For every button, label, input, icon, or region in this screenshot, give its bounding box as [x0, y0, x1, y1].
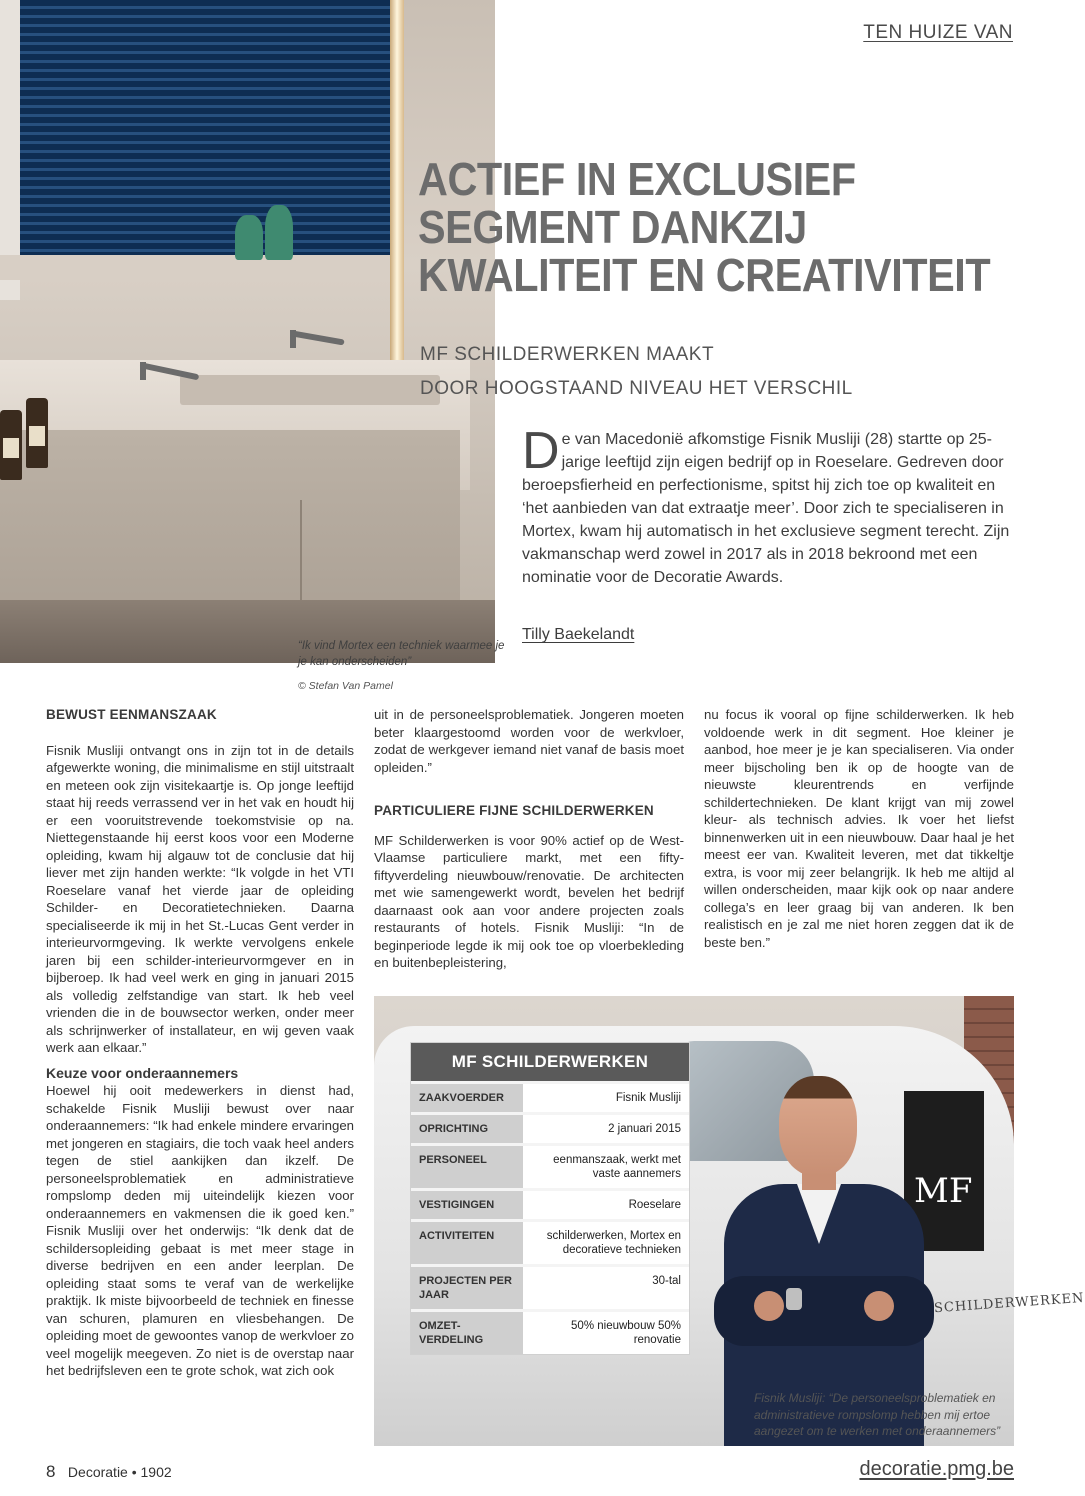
headline-line: ACTIEF IN EXCLUSIEF	[418, 153, 856, 205]
photo-caption-bottom: Fisnik Musliji: “De personeelsproblematiek en administratieve rompslomp hebben mij ertoe aangezet om te werken met onderaannemers”	[754, 1391, 1001, 1438]
infobox-title: MF SCHILDERWERKEN	[411, 1043, 689, 1081]
article-headline	[418, 153, 991, 301]
info-row	[411, 1190, 689, 1221]
article-column-1	[46, 706, 354, 1380]
info-value: Roeselare	[523, 1190, 689, 1221]
article-column-2	[374, 706, 684, 972]
page-footer-left	[46, 1462, 172, 1482]
info-row	[411, 1083, 689, 1114]
info-row	[411, 1266, 689, 1311]
body-paragraph: Hoewel hij ooit medewerkers in dienst had, schakelde Fisnik Musliji bewust over naar onderaannemers: “Ik had enkele mindere ervaringen met jongeren en stagiairs, die toch vaak heel anders tegen de stiel aankijken dan ikzelf. De personeelsproblematiek en administratieve rompslomp deden mij uiteindelijk kiezen voor onderaannemers en vakmensen die ik goed ken.” Fisnik Musliji over het onderwijs: “Ik denk dat de schildersopleiding gebaat is met meer stage in diverse bedrijven en een ander leerplan. De opleiding staat soms te veraf van de werkelijke praktijk. Ik miste bijvoorbeeld de techniek en finesse van schuren, plamuren en vliesbehangen. De opleiding moet de gewoontes vanop de werkvloer zo veel mogelijk meegeven. Zo niet is de overstap naar het bedrijfsleven een te grote schok, wat zich ook	[46, 1083, 354, 1378]
section-heading: BEWUST EENMANSZAAK	[46, 707, 217, 722]
body-paragraph: uit in de personeelsproblematiek. Jongeren moeten beter klaargestoomd worden voor de werkvloer, zodat de werkgever iemand niet vanaf de basis moet opleiden.”	[374, 707, 684, 775]
info-key: VESTIGINGEN	[411, 1190, 523, 1221]
body-paragraph: nu focus ik vooral op fijne schilderwerken. Ik heb voldoende werk in dit segment. Hoe kleiner je aanbod, hoe meer je je kan specialiseren. Via onder meer bijscholing ben ik op de hoogte van de nieuwste kleurentrends en verfijnde schildertechnieken. De klant krijgt van mij zowel kleur- als technisch advies. Ik voer het liefst binnenwerken uit in een nieuwbouw. Daar haal je het meest eer van. Kwaliteit leveren, met dat tikkeltje extra, is voor mij zeer belangrijk. Ik heb me altijd al willen onderscheiden, maar kijk ook op naar andere collega’s en leer graag bij van anderen. Ik ben realistisch en je zal me niet horen zeggen dat ik de beste ben.”	[704, 707, 1014, 950]
sub-heading: Keuze voor onderaannemers	[46, 1064, 239, 1081]
soap-bottle	[26, 398, 48, 468]
photo-credit: © Stefan Van Pamel	[298, 680, 393, 692]
subhead-line: MF SCHILDERWERKEN MAAKT	[420, 344, 715, 365]
info-key: ACTIVITEITEN	[411, 1221, 523, 1266]
info-row	[411, 1145, 689, 1190]
van-logo: MF	[914, 1171, 973, 1211]
body-paragraph: Fisnik Musliji ontvangt ons in zijn tot in de details afgewerkte woning, die minimalisme en stijl uitstraalt en meteen ook zijn visitekaartje is. Op jonge leeftijd staat hij reeds verrassend ver in het vak en houdt hij er een vooruitstrevende toekomstvisie op na. Niettegenstaande hij eerst koos voor een Moderne opleiding, kwam hij algauw tot de conclusie dat hij liever met zijn handen werkte: “Ik volgde in het VTI Roeselare vanaf het vierde jaar de opleiding Schilder- en Decoratietechnieken. Daarna specialiseerde ik mij in het St.-Lucas Gent verder in interieurvormgeving. Ik werkte vervolgens enkele jaren bij een schilder-interieurvormgever en in bijberoep. Ik had veel werk en ging in januari 2015 als volledig zelfstandige van start. Ik heb veel vrienden die in de bouwsector werken, onder meer als schrijnwerker of installateur, en wij geven vaak werk aan elkaar.”	[46, 742, 354, 1055]
article-column-3	[704, 706, 1014, 951]
info-key: OMZET-VERDELING	[411, 1311, 523, 1355]
company-info-box	[410, 1042, 690, 1355]
body-paragraph: MF Schilderwerken is voor 90% actief op de West-Vlaamse particuliere markt, met een fifty-fiftyverdeling nieuwbouw/renovatie. De architecten met wie samengewerkt wordt, bevelen het bedrijf daarnaast ook aan voor andere projecten zoals restaurants of hotels. Fisnik Musliji: “In de beginperiode legde ik mij ook toe op vloerbekleding en buitenbepleistering,	[374, 832, 684, 970]
dropcap: D	[522, 422, 560, 480]
info-key: PERSONEEL	[411, 1145, 523, 1190]
article-subhead	[420, 338, 853, 406]
subhead-line: DOOR HOOGSTAAND NIVEAU HET VERSCHIL	[420, 378, 853, 399]
van-lettering: SCHILDERWERKEN	[933, 1290, 1085, 1317]
bathroom-photo	[0, 0, 495, 663]
article-intro	[522, 422, 1014, 589]
window-blinds	[20, 0, 395, 280]
author-byline: Tilly Baekelandt	[522, 626, 635, 643]
company-info-table	[411, 1081, 689, 1354]
info-row	[411, 1311, 689, 1355]
page-number: 8	[46, 1462, 56, 1481]
info-value: schilderwerken, Mortex en decoratieve technieken	[523, 1221, 689, 1266]
info-key: ZAAKVOERDER	[411, 1083, 523, 1114]
person-head	[779, 1076, 857, 1176]
magazine-issue: Decoratie • 1902	[67, 1464, 172, 1480]
photo-caption-top: “Ik vind Mortex een techniek waarmee je je kan onderscheiden”	[298, 640, 505, 668]
website-link[interactable]: decoratie.pmg.be	[859, 1458, 1014, 1480]
info-key: PROJECTEN PER JAAR	[411, 1266, 523, 1311]
info-value: 2 januari 2015	[523, 1114, 689, 1145]
info-row	[411, 1114, 689, 1145]
headline-line: SEGMENT DANKZIJ	[418, 201, 807, 253]
section-heading: PARTICULIERE FIJNE SCHILDERWERKEN	[374, 803, 654, 818]
cactus-decoration	[235, 215, 263, 260]
headline-line: KWALITEIT EN CREATIVITEIT	[418, 249, 991, 301]
info-value: Fisnik Musliji	[523, 1083, 689, 1114]
info-value: 50% nieuwbouw 50% renovatie	[523, 1311, 689, 1355]
info-row	[411, 1221, 689, 1266]
cactus-decoration	[265, 205, 293, 260]
intro-text: e van Macedonië afkomstige Fisnik Musliji (28) startte op 25-jarige leeftijd zijn eigen bedrijf op in Roeselare. Gedreven door beroepsfierheid en perfectionisme, spitst hij zich toe op kwaliteit en ‘het aanbieden van dat extraatje meer’. Door zich te specialiseren in Mortex, kwam hij automatisch in het exclusieve segment terecht. Zijn vakmanschap werd zowel in 2017 als in 2018 bekroond met een nominatie voor de Decoratie Awards.	[522, 431, 1010, 586]
info-value: eenmanszaak, werkt met vaste aannemers	[523, 1145, 689, 1190]
info-value: 30-tal	[523, 1266, 689, 1311]
info-key: OPRICHTING	[411, 1114, 523, 1145]
wristwatch	[786, 1288, 802, 1310]
section-tag: TEN HUIZE VAN	[863, 22, 1013, 43]
soap-bottle	[0, 410, 22, 480]
